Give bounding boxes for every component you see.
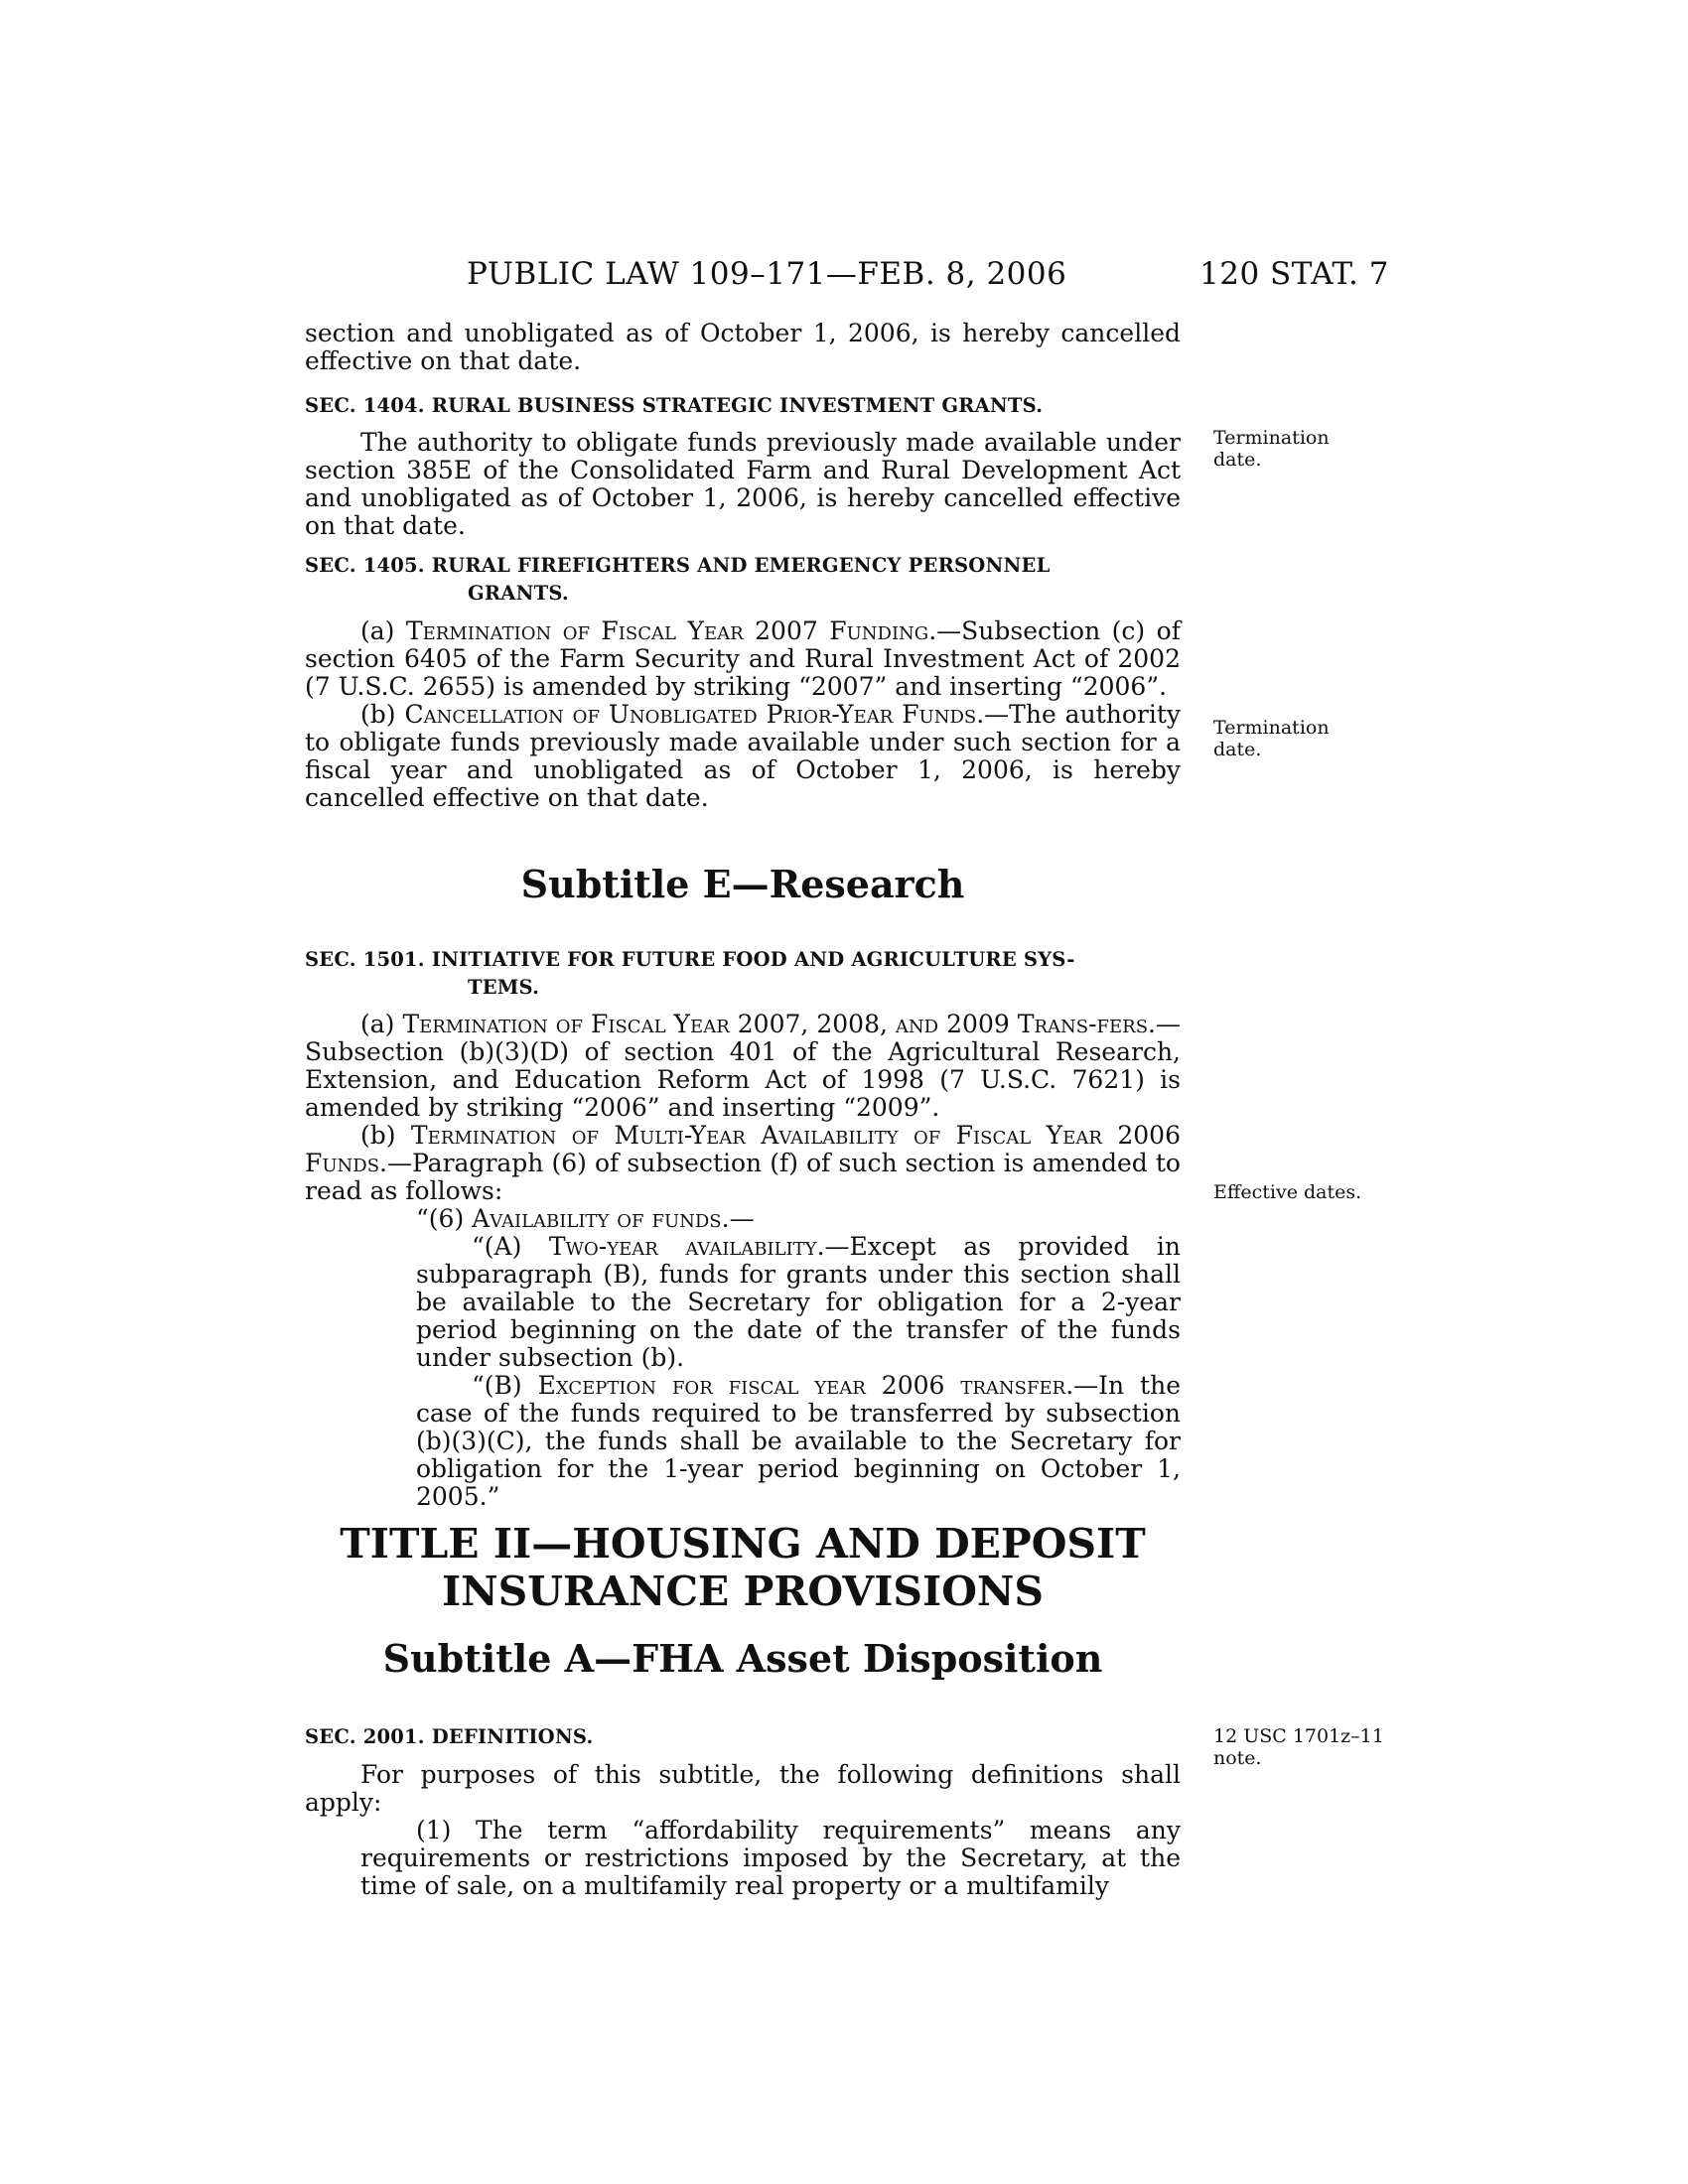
sec-2001-body-block [305, 1761, 1181, 1900]
sec-2001-item-1-wrap [305, 1817, 1181, 1900]
sec-1405-para-a [305, 617, 1181, 701]
margin-note-termination-1-line1: Termination [1213, 427, 1330, 449]
continuation-text: section and unobligated as of October 1, 2006, is hereby cancelled effective on that date. [305, 319, 1181, 375]
qb-caption: Exception for fiscal year 2006 transfer [537, 1371, 1066, 1400]
sec-1405-body-block [305, 617, 1181, 812]
qa-text: .—Except as provided in subparagraph (B), funds for grants under this section shall be available to the Secretary for obligation for a 2-year period beginning on the date of the transfer of the funds under subsection (b). [416, 1232, 1181, 1372]
margin-note-effective-dates: Effective dates. [1213, 1181, 1362, 1203]
qb-text: .—In the case of the funds required to be transferred by subsection (b)(3)(C), the funds shall be available to the Secretary for obligation for the 1-year period beginning on October 1, 2005.” [416, 1371, 1181, 1511]
margin-note-usc [1213, 1725, 1402, 1769]
sec-1501-b-caption: Termination of Multi-Year Availability of Fiscal Year 2006 Funds [305, 1121, 1181, 1177]
sec-1501-para-a [305, 1011, 1181, 1122]
sec-1405-a-label: (a) [360, 616, 406, 645]
sec-1405-b-label: (b) [360, 700, 405, 729]
sec-1404 [305, 392, 1181, 420]
sec-1405-b-caption: Cancellation of Unobligated Prior-Year Funds [404, 700, 977, 729]
sec-1405-a-caption: Termination of Fiscal Year 2007 Funding [405, 616, 929, 645]
margin-note-usc-line1: 12 USC 1701z–11 [1213, 1725, 1384, 1747]
sec-2001 [305, 1723, 1181, 1751]
quoted-subpara-b [416, 1372, 1181, 1511]
sec-1405-heading [305, 552, 1181, 608]
quoted-subparagraphs [305, 1233, 1181, 1511]
sec-1501-heading-line1: SEC. 1501. INITIATIVE FOR FUTURE FOOD AND AGRICULTURE SYS- [305, 948, 1075, 971]
sec-1501 [305, 946, 1181, 1002]
margin-note-termination-2 [1213, 717, 1402, 760]
q6-label: “(6) [416, 1204, 473, 1233]
sec-1501-a-text: .—Subsection (b)(3)(D) of section 401 of the Agricultural Research, Extension, and Education Reform Act of 1998 (7 U.S.C. 7621) is amended by striking “2006” and inserting “2009”. [305, 1010, 1181, 1122]
q6-caption: Availability of funds [472, 1204, 722, 1233]
subtitle-a-heading: Subtitle A—FHA Asset Disposition [382, 1636, 1103, 1681]
page-number: 120 STAT. 7 [1199, 256, 1389, 292]
sec-1405-para-b [305, 701, 1181, 812]
title-ii-line1: TITLE II—HOUSING AND DEPOSIT [340, 1520, 1146, 1568]
sec-1405-b-text: .—The authority to obligate funds previously made available under such section for a fiscal year and unobligated as of October 1, 2006, is hereby cancelled effective on that date. [305, 700, 1181, 812]
sec-1501-a-caption: Termination of Fiscal Year 2007, 2008, and 2009 Trans-fers [402, 1010, 1149, 1038]
qb-label: “(B) [472, 1371, 538, 1400]
margin-note-termination-2-line2: date. [1213, 739, 1262, 760]
continuation-block [305, 320, 1181, 375]
sec-1404-body-block [305, 429, 1181, 540]
sec-2001-heading: SEC. 2001. DEFINITIONS. [305, 1725, 594, 1748]
sec-1405-a-text: .—Subsection (c) of section 6405 of the Farm Security and Rural Investment Act of 2002 (7 U.S.C. 2655) is amended by striking “2007” and inserting “2006”. [305, 616, 1181, 701]
sec-1501-heading-line2: TEMS. [468, 976, 540, 999]
quoted-para-6 [305, 1205, 1181, 1233]
margin-note-usc-line2: note. [1213, 1747, 1262, 1769]
running-head: PUBLIC LAW 109–171—FEB. 8, 2006 [467, 256, 1067, 292]
sec-1404-body: The authority to obligate funds previously made available under section 385E of the Consolidated Farm and Rural Development Act and unobligated as of October 1, 2006, is hereby cancelled effective on that date. [305, 428, 1181, 540]
q6-dash: .— [721, 1204, 755, 1233]
sec-2001-intro: For purposes of this subtitle, the following definitions shall apply: [305, 1760, 1181, 1817]
sec-1501-b-text: .—Paragraph (6) of subsection (f) of such section is amended to read as follows: [305, 1149, 1181, 1205]
quoted-subpara-a [416, 1233, 1181, 1372]
qa-caption: Two-year availability [548, 1232, 817, 1261]
sec-1501-a-label: (a) [360, 1010, 403, 1038]
sec-1405 [305, 552, 1181, 608]
sec-1405-heading-line2: GRANTS. [468, 582, 569, 605]
title-ii-heading [305, 1520, 1181, 1615]
sec-1501-body-block [305, 1011, 1181, 1511]
sec-1404-heading: SEC. 1404. RURAL BUSINESS STRATEGIC INVESTMENT GRANTS. [305, 394, 1044, 417]
margin-note-termination-1-line2: date. [1213, 449, 1262, 471]
qa-label: “(A) [472, 1232, 549, 1261]
sec-1501-heading [305, 946, 1181, 1002]
margin-note-termination-2-line1: Termination [1213, 717, 1330, 739]
sec-1501-b-label: (b) [360, 1121, 411, 1150]
sec-2001-item-1: (1) The term “affordability requirements” means any requirements or restrictions imposed by the Secretary, at the time of sale, on a multifamily real property or a multifamily [360, 1816, 1181, 1900]
title-ii-line2: INSURANCE PROVISIONS [441, 1568, 1044, 1615]
sec-1405-heading-line1: SEC. 1405. RURAL FIREFIGHTERS AND EMERGENCY PERSONNEL [305, 554, 1051, 577]
sec-1501-para-b [305, 1122, 1181, 1205]
margin-note-termination-1 [1213, 427, 1402, 471]
subtitle-e-heading: Subtitle E—Research [520, 862, 965, 906]
